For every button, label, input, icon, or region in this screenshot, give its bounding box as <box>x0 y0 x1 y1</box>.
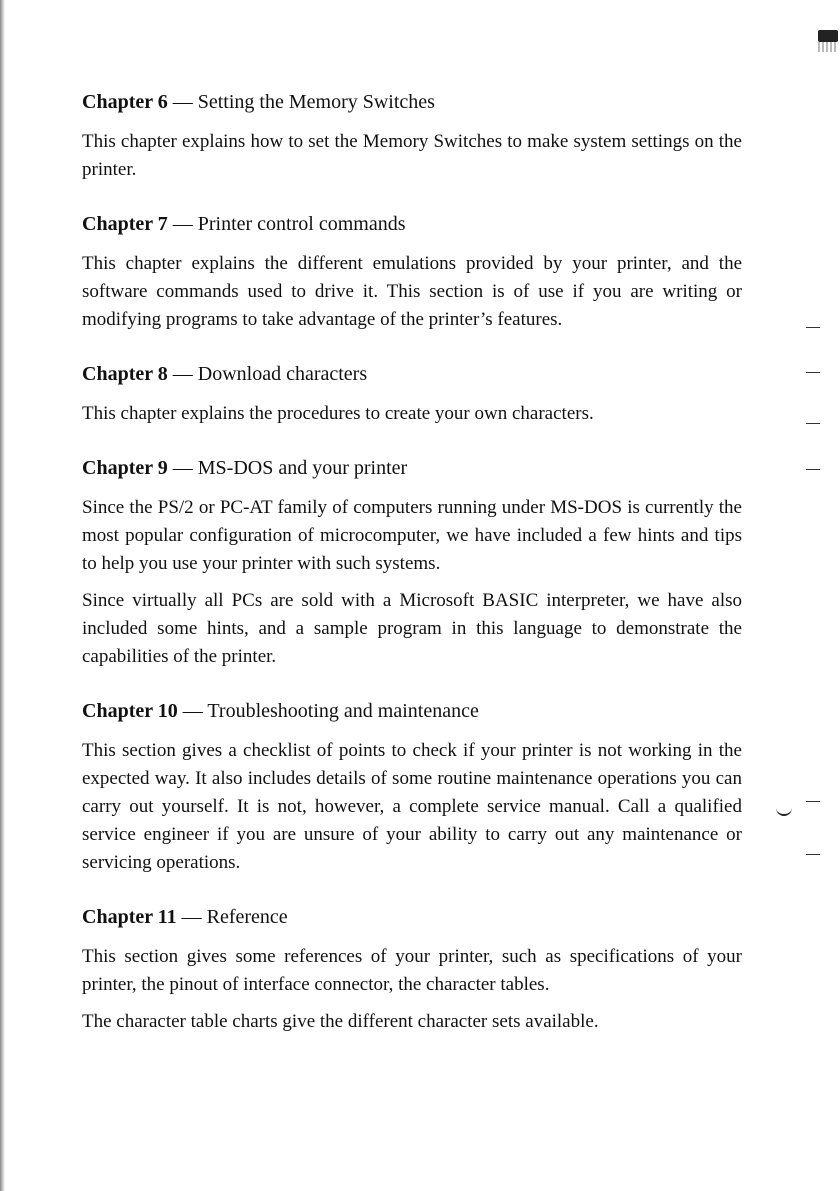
chapter-paragraph: Since the PS/2 or PC-AT family of computers running under MS-DOS is currently the most popular configuration of microcomputer, we have included a few hints and tips to help you use your printer with such systems. <box>82 497 742 574</box>
chapter-title: Troubleshooting and maintenance <box>207 700 479 722</box>
chapter-number: Chapter 11 <box>82 906 177 928</box>
chapter-heading <box>82 454 742 482</box>
chapter-heading <box>82 88 742 116</box>
chapter-title: Printer control commands <box>197 213 406 235</box>
chapter-number: Chapter 10 <box>82 700 178 722</box>
chapter-number: Chapter 9 <box>82 457 168 479</box>
chapter-section <box>82 697 742 877</box>
chapter-heading <box>82 210 742 238</box>
chapter-paragraph: The character table charts give the different character sets available. <box>82 1011 599 1032</box>
chapter-title: MS-DOS and your printer <box>197 457 408 479</box>
chapter-dash: — <box>167 91 198 113</box>
chapter-section <box>82 210 742 334</box>
chapter-heading <box>82 697 742 725</box>
chapter-title: Reference <box>206 906 288 928</box>
chapter-paragraph: This section gives some references of your printer, such as specifications of your printer, the pinout of interface connector, the character tables. <box>82 946 742 995</box>
chapter-title: Download characters <box>197 363 368 385</box>
chapter-paragraph: This section gives a checklist of points to check if your printer is not working in the expected way. It also includes details of some routine maintenance operations you can carry out yourself. It is not, however, a complete service manual. Call a qualified service engineer if you are unsure of your ability to carry out any maintenance or servicing operations. <box>82 740 742 873</box>
chapter-paragraph: This chapter explains how to set the Memory Switches to make system settings on the printer. <box>82 131 742 180</box>
margin-tick <box>806 327 820 328</box>
chapter-title: Setting the Memory Switches <box>197 91 435 113</box>
document-body <box>82 88 742 1062</box>
scan-corner-mark <box>818 30 838 42</box>
chapter-paragraph: This chapter explains the procedures to create your own characters. <box>82 403 594 424</box>
margin-tick <box>806 423 820 424</box>
margin-tick <box>806 801 820 802</box>
chapter-section <box>82 903 742 1036</box>
chapter-number: Chapter 8 <box>82 363 168 385</box>
chapter-heading <box>82 903 742 931</box>
margin-curve-mark <box>776 808 792 816</box>
chapter-dash: — <box>177 700 208 722</box>
margin-tick <box>806 854 820 855</box>
chapter-dash: — <box>167 363 198 385</box>
scan-left-edge <box>0 0 5 1191</box>
chapter-section <box>82 88 742 184</box>
chapter-heading <box>82 360 742 388</box>
chapter-dash: — <box>176 906 207 928</box>
chapter-number: Chapter 7 <box>82 213 168 235</box>
chapter-dash: — <box>167 457 198 479</box>
chapter-paragraph: Since virtually all PCs are sold with a Microsoft BASIC interpreter, we have also included some hints, and a sample program in this language to demonstrate the capabilities of the printer. <box>82 590 742 667</box>
chapter-dash: — <box>167 213 198 235</box>
margin-tick <box>806 469 820 470</box>
chapter-number: Chapter 6 <box>82 91 168 113</box>
chapter-paragraph: This chapter explains the different emulations provided by your printer, and the software commands used to drive it. This section is of use if you are writing or modifying programs to take advantage of the printer’s features. <box>82 253 742 330</box>
chapter-section <box>82 454 742 671</box>
chapter-section <box>82 360 742 428</box>
margin-tick <box>806 372 820 373</box>
